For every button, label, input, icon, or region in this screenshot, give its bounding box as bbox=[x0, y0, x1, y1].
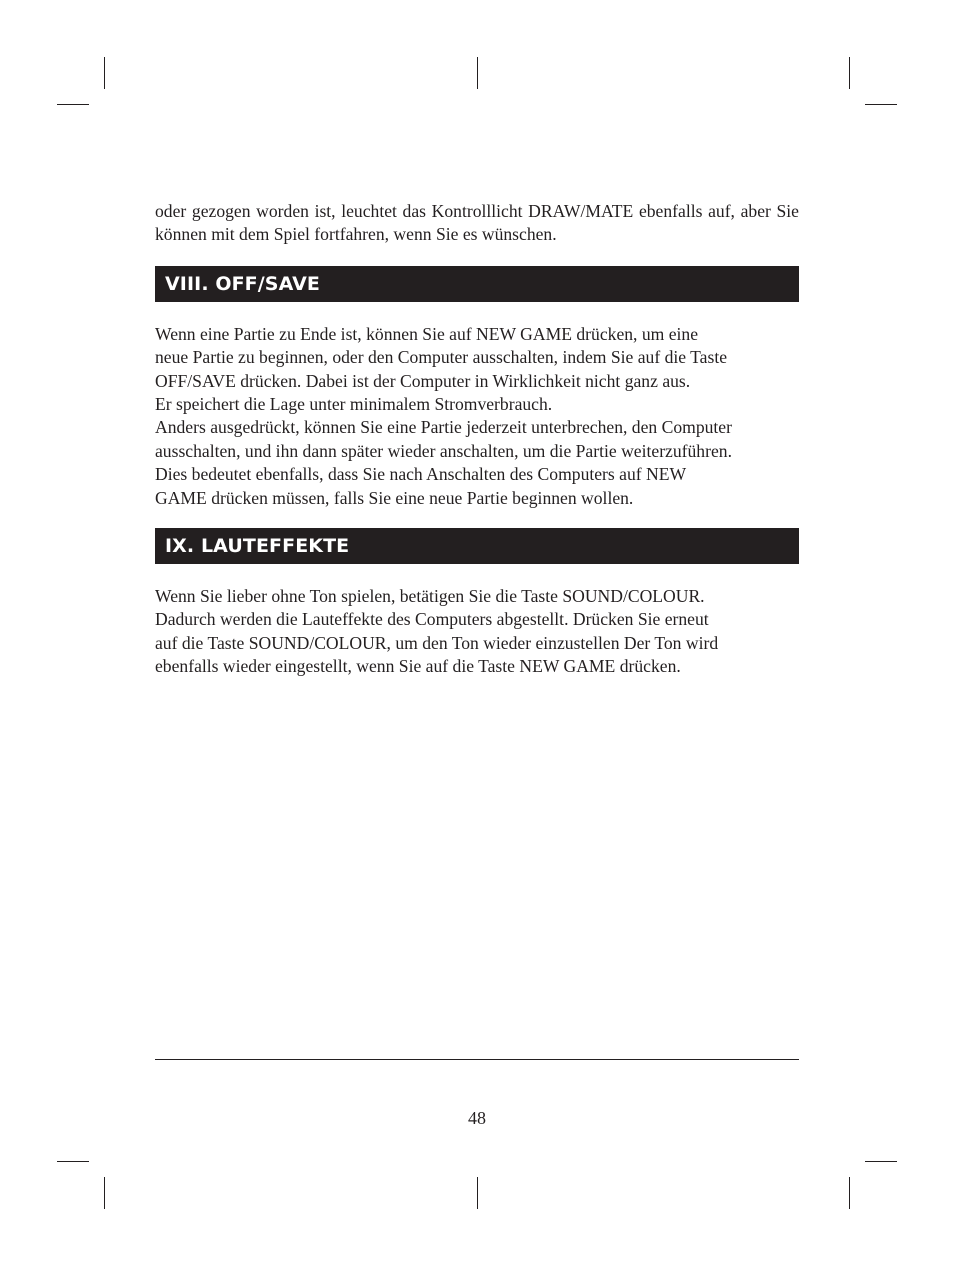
crop-mark bbox=[849, 1177, 850, 1209]
text-line: Wenn Sie lieber ohne Ton spielen, betätigen Sie die Taste SOUND/COLOUR. bbox=[155, 586, 705, 607]
text-line: Wenn eine Partie zu Ende ist, können Sie auf NEW GAME drücken, um eine bbox=[155, 323, 699, 344]
text-line: Dadurch werden die Lauteffekte des Computers abgestellt. Drücken Sie erneut bbox=[155, 609, 709, 630]
crop-mark bbox=[104, 1177, 105, 1209]
page-number: 48 bbox=[468, 1108, 486, 1128]
off-save-paragraph bbox=[155, 323, 799, 510]
section-heading-lauteffekte bbox=[155, 528, 799, 564]
text-line: neue Partie zu beginnen, oder den Computer ausschalten, indem Sie auf die Taste bbox=[155, 347, 728, 368]
section-heading-off-save bbox=[155, 266, 799, 302]
text-line: Dies bedeutet ebenfalls, dass Sie nach Anschalten des Computers auf NEW bbox=[155, 464, 687, 485]
crop-mark bbox=[865, 1161, 897, 1162]
text-line: auf die Taste SOUND/COLOUR, um den Ton wieder einzustellen Der Ton wird bbox=[155, 632, 719, 653]
text-line: Er speichert die Lage unter minimalem Stromverbrauch. bbox=[155, 394, 553, 415]
section-heading-label: IX. LAUTEFFEKTE bbox=[165, 535, 350, 558]
section-heading-label: VIII. OFF/SAVE bbox=[165, 272, 320, 295]
crop-mark bbox=[57, 1161, 89, 1162]
crop-mark bbox=[57, 104, 89, 105]
text-line: OFF/SAVE drücken. Dabei ist der Computer in Wirklichkeit nicht ganz aus. bbox=[155, 370, 691, 391]
crop-mark bbox=[865, 104, 897, 105]
page-content bbox=[155, 200, 799, 679]
crop-mark bbox=[104, 57, 105, 89]
footer-divider bbox=[155, 1059, 799, 1060]
text-line: ausschalten, und ihn dann später wieder anschalten, um die Partie weiterzuführen. bbox=[155, 440, 732, 461]
crop-mark bbox=[477, 57, 478, 89]
crop-mark bbox=[477, 1177, 478, 1209]
text-line: ebenfalls wieder eingestellt, wenn Sie auf die Taste NEW GAME drücken. bbox=[155, 656, 681, 677]
crop-mark bbox=[849, 57, 850, 89]
lauteffekte-paragraph bbox=[155, 585, 799, 679]
text-line: Anders ausgedrückt, können Sie eine Partie jederzeit unterbrechen, den Computer bbox=[155, 417, 732, 438]
intro-paragraph: oder gezogen worden ist, leuchtet das Kontrolllicht DRAW/MATE ebenfalls auf, aber Sie können mit dem Spiel fortfahren, wenn Sie es wünschen. bbox=[155, 201, 799, 245]
text-line: GAME drücken müssen, falls Sie eine neue Partie beginnen wollen. bbox=[155, 487, 634, 508]
